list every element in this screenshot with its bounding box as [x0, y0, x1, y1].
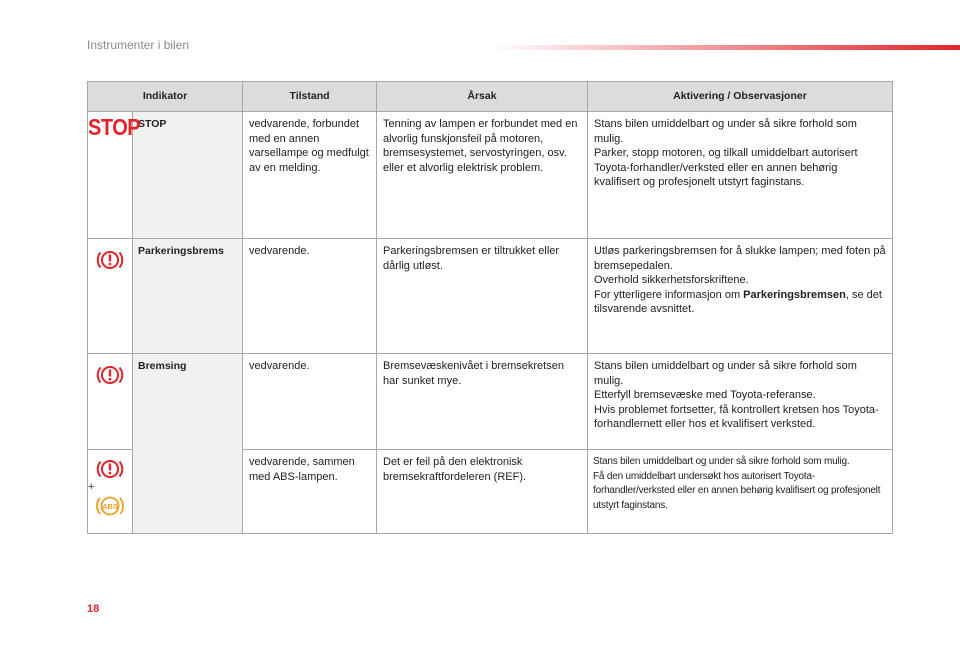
table-header-row [88, 82, 893, 112]
header-accent-bar [490, 45, 960, 50]
plus-sign: + [88, 481, 95, 493]
table-row [88, 354, 893, 450]
action-line: Få den umiddelbart undersøkt hos autorisert Toyota-forhandler/verksted eller en annen behørig kvalifisert og profesjonelt utstyrt faginstans. [593, 470, 881, 511]
indicator-cause: Parkeringsbremsen er tiltrukket eller dårlig utløst. [377, 239, 588, 354]
page-number: 18 [87, 603, 100, 615]
action-reference [594, 288, 886, 317]
action-line: Stans bilen umiddelbart og under så sikre forhold som mulig. [594, 360, 857, 387]
action-line: Stans bilen umiddelbart og under så sikre forhold som mulig. [593, 456, 850, 467]
action-line: Overhold sikkerhetsforskriftene. [594, 274, 749, 286]
indicator-name: STOP [133, 112, 243, 239]
table-row [88, 112, 893, 239]
indicator-condition: vedvarende, forbundet med en annen varsellampe og medfulgt av en melding. [243, 112, 377, 239]
indicator-action [588, 354, 893, 450]
header-cause: Årsak [377, 82, 588, 112]
abs-label: ABS [102, 502, 118, 511]
indicator-icon-cell [88, 354, 133, 450]
indicator-name: Bremsing [133, 354, 243, 534]
table-row [88, 239, 893, 354]
indicator-icon-cell [88, 112, 141, 239]
action-line: Utløs parkeringsbremsen for å slukke lampen; med foten på bremsepedalen. [594, 245, 886, 272]
indicator-action [588, 112, 893, 239]
indicator-name: Parkeringsbrems [133, 239, 243, 354]
action-line: Etterfyll bremsevæske med Toyota-referanse. [594, 389, 816, 401]
section-title: Instrumenter i bilen [87, 38, 190, 52]
indicator-icon-cell [88, 239, 133, 354]
header-indicator: Indikator [88, 82, 243, 112]
indicator-action [588, 450, 893, 534]
indicator-cause: Det er feil på den elektronisk bremsekraftfordeleren (REF). [377, 450, 588, 534]
action-ref-bold: Parkeringsbremsen [743, 288, 846, 301]
stop-icon: STOP [88, 115, 141, 141]
action-line: Parker, stopp motoren, og tilkall umiddelbart autorisert Toyota-forhandler/verksted eller en annen behørig kvalifisert og profesjonelt utstyrt faginstans. [594, 147, 858, 188]
indicator-table [87, 81, 893, 534]
indicator-icon-cell [88, 450, 133, 534]
action-line: Hvis problemet fortsetter, få kontrollert kretsen hos Toyota-forhandlernett eller hos et kvalifisert verksted. [594, 403, 879, 430]
brake-warning-icon [96, 247, 124, 273]
brake-warning-icon [96, 362, 124, 388]
action-ref-suffix: , se det tilsvarende avsnittet. [594, 288, 882, 315]
action-line: Stans bilen umiddelbart og under så sikre forhold som mulig. [594, 118, 857, 145]
action-ref-prefix: For ytterligere informasjon om [594, 288, 744, 301]
abs-warning-icon [95, 493, 125, 519]
indicator-condition: vedvarende, sammen med ABS-lampen. [243, 450, 377, 534]
indicator-condition: vedvarende. [243, 239, 377, 354]
brake-warning-icon [96, 456, 124, 482]
indicator-cause: Bremsevæskenivået i bremsekretsen har sunket mye. [377, 354, 588, 450]
indicator-cause: Tenning av lampen er forbundet med en alvorlig funskjonsfeil på motoren, bremsesystemet, servostyringen, osv. eller et alvorlig elektrisk problem. [377, 112, 588, 239]
header-action: Aktivering / Observasjoner [588, 82, 893, 112]
header-condition: Tilstand [243, 82, 377, 112]
indicator-action [588, 239, 893, 354]
indicator-condition: vedvarende. [243, 354, 377, 450]
